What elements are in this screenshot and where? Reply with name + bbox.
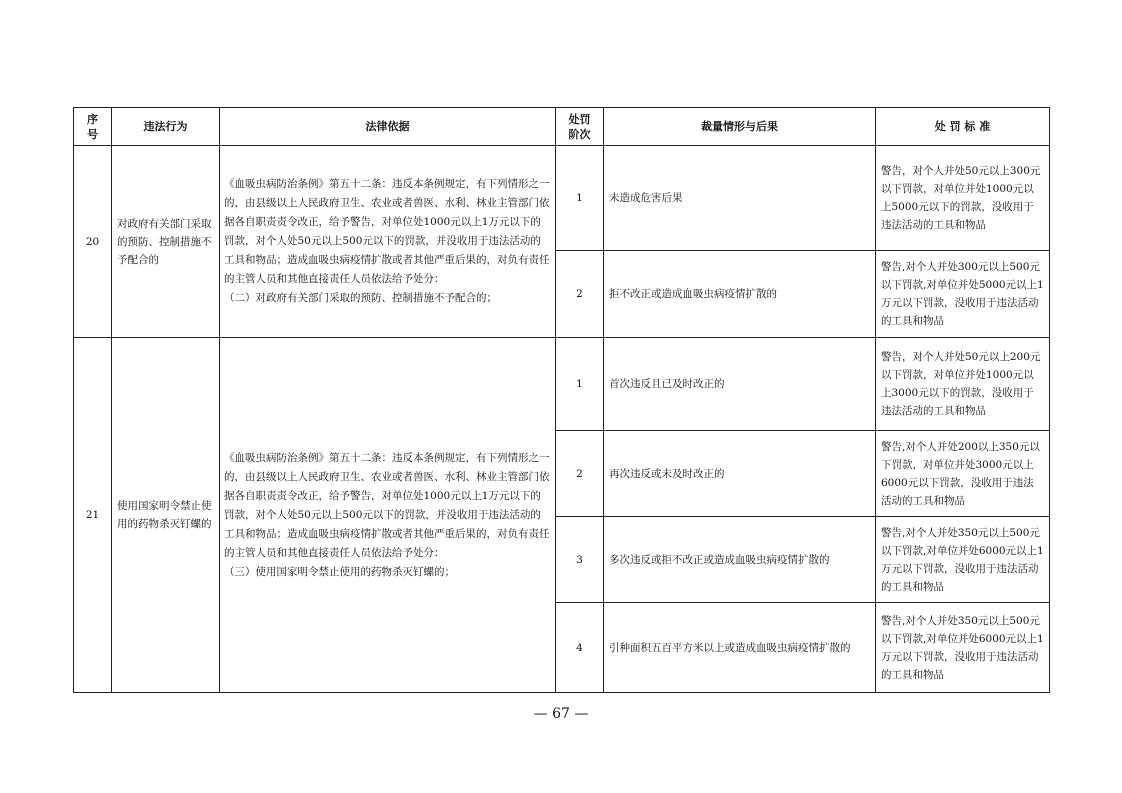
stage-number: 3 <box>556 517 604 603</box>
header-violation: 违法行为 <box>112 108 220 146</box>
stage-number: 1 <box>556 338 604 431</box>
legal-basis-clause: （二）对政府有关部门采取的预防、控制措施不予配合的； <box>224 292 497 304</box>
legal-basis-clause: （三）使用国家明令禁止使用的药物杀灭钉螺的； <box>224 565 455 578</box>
stage-situation: 多次违反或拒不改正或造成血吸虫病疫情扩散的 <box>604 517 876 603</box>
stage-situation: 拒不改正或造成血吸虫病疫情扩散的 <box>604 251 876 338</box>
row-legal-basis <box>220 338 556 693</box>
stage-standard: 警告,对个人并处200以上350元以下罚款，对单位并处3000元以上6000元以下罚款，没收用于违法活动的工具和物品 <box>876 431 1050 517</box>
row-violation: 使用国家明令禁止使用的药物杀灭钉螺的 <box>112 338 220 693</box>
stage-situation: 首次违反且已及时改正的 <box>604 338 876 431</box>
table-header-row <box>74 108 1050 146</box>
header-stage: 处罚阶次 <box>556 108 604 146</box>
legal-basis-text: 《血吸虫病防治条例》第五十二条：违反本条例规定，有下列情形之一的，由县级以上人民政府卫生、农业或者兽医、水利、林业主管部门依据各自职责责令改正，给予警告，对单位处1000元以上1万元以下的罚款，对个人处50元以上500元以下的罚款，并没收用于违法活动的工具和物品；造成血吸虫病疫情扩散或者其他严重后果的，对负有责任的主管人员和其他直接责任人员依法给予处分： <box>224 451 550 559</box>
row-seq: 20 <box>74 146 112 338</box>
header-situation: 裁量情形与后果 <box>604 108 876 146</box>
stage-number: 1 <box>556 146 604 251</box>
stage-number: 2 <box>556 431 604 517</box>
row-seq: 21 <box>74 338 112 693</box>
stage-situation: 未造成危害后果 <box>604 146 876 251</box>
row-legal-basis <box>220 146 556 338</box>
table-row <box>74 338 1050 431</box>
stage-standard: 警告,对个人并处300元以上500元以下罚款,对单位并处5000元以上1万元以下罚款，没收用于违法活动的工具和物品 <box>876 251 1050 338</box>
stage-number: 2 <box>556 251 604 338</box>
legal-basis-text: 《血吸虫病防治条例》第五十二条：违反本条例规定，有下列情形之一的，由县级以上人民政府卫生、农业或者兽医、水利、林业主管部门依据各自职责责令改正，给予警告，对单位处1000元以上1万元以下的罚款，对个人处50元以上500元以下的罚款，并没收用于违法活动的工具和物品；造成血吸虫病疫情扩散或者其他严重后果的，对负有责任的主管人员和其他直接责任人员依法给予处分： <box>224 178 550 285</box>
table-row <box>74 146 1050 251</box>
stage-standard: 警告,对个人并处350元以上500元以下罚款,对单位并处6000元以上1万元以下罚款，没收用于违法活动的工具和物品 <box>876 517 1050 603</box>
stage-standard: 警告,对个人并处350元以上500元以下罚款,对单位并处6000元以上1万元以下罚款，没收用于违法活动的工具和物品 <box>876 603 1050 693</box>
header-seq: 序号 <box>74 108 112 146</box>
page-number: — 67 — <box>533 706 589 722</box>
header-standard: 处 罚 标 准 <box>876 108 1050 146</box>
stage-situation: 引种面积五百平方米以上或造成血吸虫病疫情扩散的 <box>604 603 876 693</box>
stage-number: 4 <box>556 603 604 693</box>
header-basis: 法律依据 <box>220 108 556 146</box>
stage-situation: 再次违反或未及时改正的 <box>604 431 876 517</box>
penalty-table <box>73 107 1050 693</box>
stage-standard: 警告，对个人并处50元以上200元以下罚款，对单位并处1000元以上3000元以下的罚款，没收用于违法活动的工具和物品 <box>876 338 1050 431</box>
stage-standard: 警告，对个人并处50元以上300元以下罚款，对单位并处1000元以上5000元以下的罚款，没收用于违法活动的工具和物品 <box>876 146 1050 251</box>
row-violation: 对政府有关部门采取的预防、控制措施不予配合的 <box>112 146 220 338</box>
